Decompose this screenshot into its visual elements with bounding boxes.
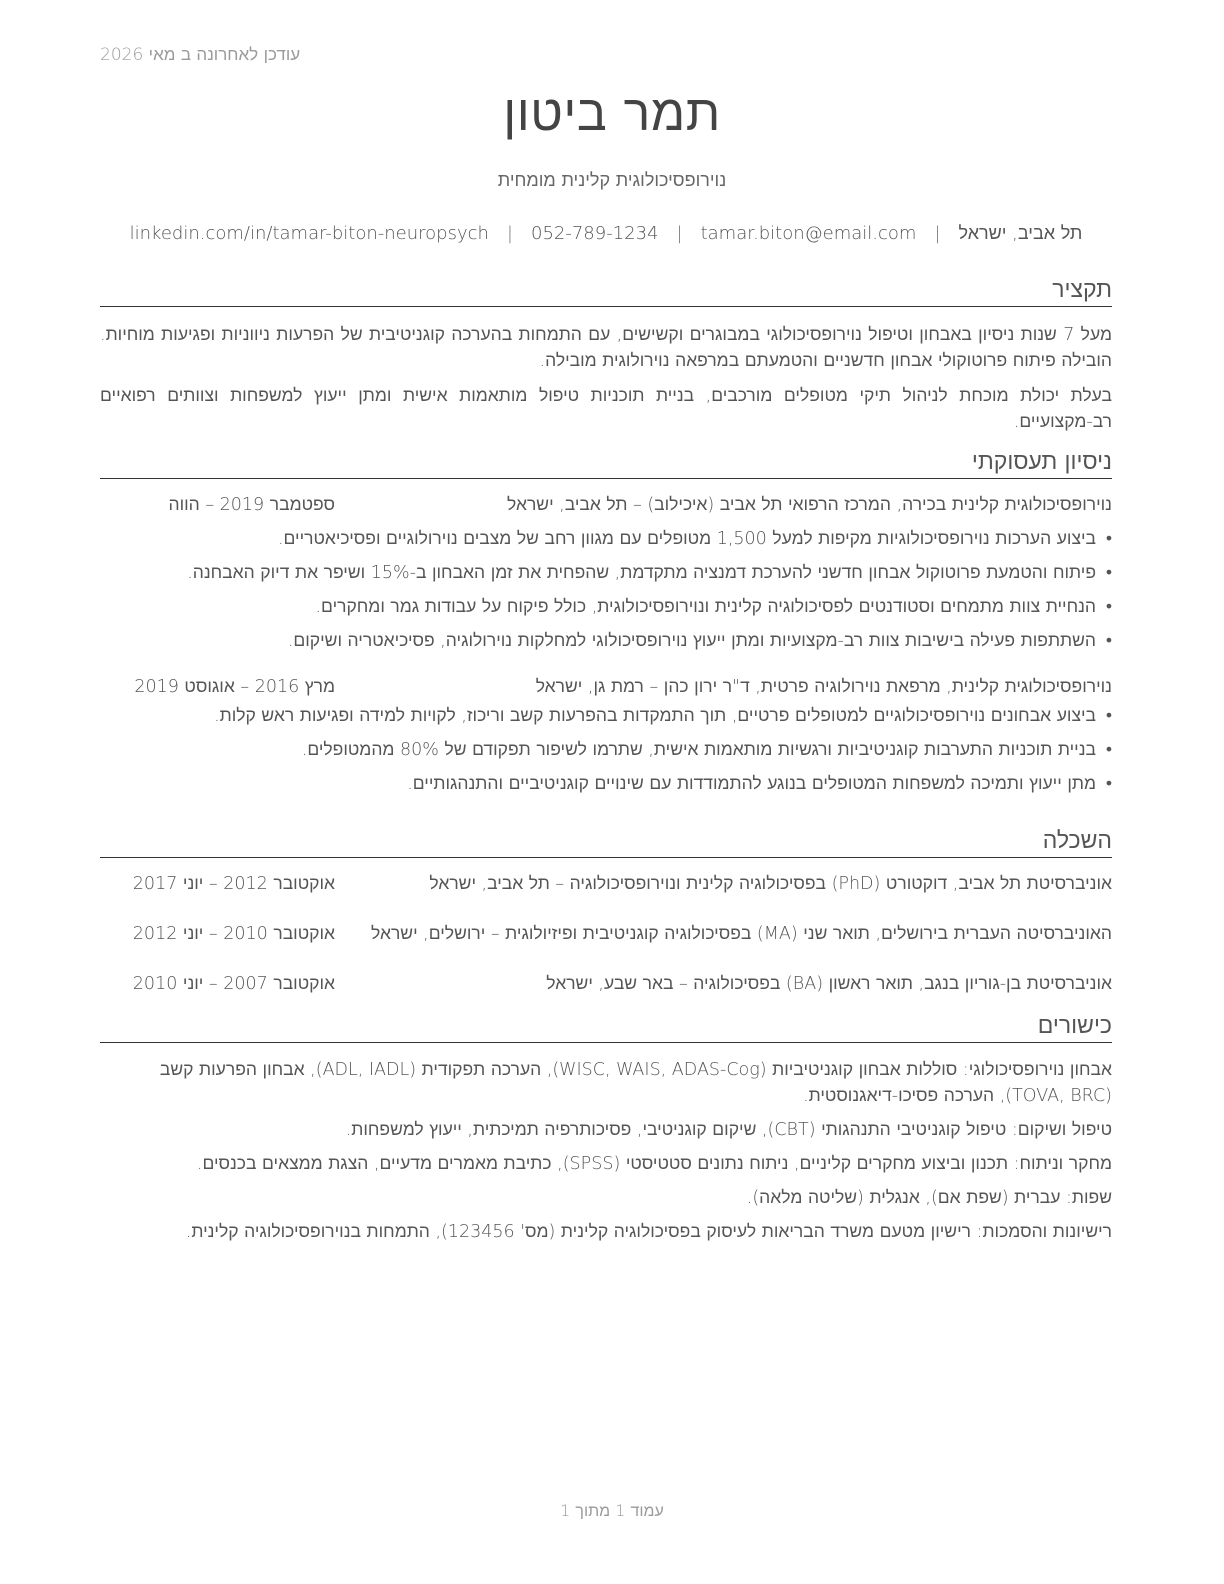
education-degree: אוניברסיטת בן-גוריון בנגב, תואר ראשון (BA) בפסיכולוגיה – באר שבע, ישראל xyxy=(546,974,1112,994)
bullet-icon: • xyxy=(1105,740,1112,760)
job-dates: מרץ 2016 – אוגוסט 2019 xyxy=(134,677,335,697)
summary-section xyxy=(100,276,1112,435)
candidate-title: נוירופסיכולוגית קלינית מומחית xyxy=(497,170,727,191)
job-bullet-text: ביצוע אבחונים נוירופסיכולוגיים למטופלים פרטיים, תוך התמקדות בהפרעות קשב וריכוז, לקויות למידה ופגיעות ראש קלות. xyxy=(214,706,1096,726)
skill-item: אבחון נוירופסיכולוגי: סוללות אבחון קוגניטיביות (WISC, WAIS, ADAS-Cog), הערכה תפקודית (ADL, IADL), אבחון הפרעות קשב (TOVA, BRC), הערכה פסיכו-דיאגנוסטית. xyxy=(159,1060,1112,1106)
job-header xyxy=(100,493,1112,517)
education-heading: השכלה xyxy=(100,827,1112,858)
skill-item: טיפול ושיקום: טיפול קוגניטיבי התנהגותי (CBT), שיקום קוגניטיבי, פסיכותרפיה תמיכתית, ייעוץ למשפחות. xyxy=(345,1120,1112,1140)
job-bullet xyxy=(100,704,1112,728)
skill-item: שפות: עברית (שפת אם), אנגלית (שליטה מלאה). xyxy=(746,1188,1112,1208)
contact-separator: | xyxy=(934,223,941,244)
contact-linkedin[interactable]: linkedin.com/in/tamar-biton-neuropsych xyxy=(129,223,489,244)
job-bullet-text: ביצוע הערכות נוירופסיכולוגיות מקיפות למעל 1,500 מטופלים עם מגוון רחב של מצבים נוירולוגיים ופסיכיאטריים. xyxy=(277,529,1096,549)
job-dates: ספטמבר 2019 – הווה xyxy=(168,495,335,515)
education-degree: האוניברסיטה העברית בירושלים, תואר שני (MA) בפסיכולוגיה קוגניטיבית ופיזיולוגית – ירושלים, ישראל xyxy=(371,924,1112,944)
education-dates: אוקטובר 2010 – יוני 2012 xyxy=(132,924,335,944)
education-item xyxy=(100,922,1112,946)
contact-phone[interactable]: 052-789-1234 xyxy=(531,223,659,244)
experience-section xyxy=(100,448,1112,796)
job-header xyxy=(100,675,1112,699)
education-section xyxy=(100,827,1112,996)
job-bullet-text: השתתפות פעילה בישיבות צוות רב-מקצועיות ומתן ייעוץ נוירופסיכולוגי למחלקות נוירולוגיה, פסיכיאטריה ושיקום. xyxy=(287,631,1096,651)
education-dates: אוקטובר 2012 – יוני 2017 xyxy=(132,874,335,894)
job-bullets xyxy=(100,704,1112,796)
bullet-icon: • xyxy=(1105,597,1112,617)
job-title: נוירופסיכולוגית קלינית בכירה, המרכז הרפואי תל אביב (איכילוב) – תל אביב, ישראל xyxy=(507,495,1112,515)
job-title: נוירופסיכולוגית קלינית, מרפאת נוירולוגיה פרטית, ד"ר ירון כהן – רמת גן, ישראל xyxy=(535,677,1112,697)
summary-paragraph: בעלת יכולת מוכחת לניהול תיקי מטופלים מורכבים, בניית תוכניות טיפול מותאמות אישית ומתן ייעוץ למשפחות וצוותים רפואיים רב-מקצועיים. xyxy=(100,386,1112,432)
job-bullet xyxy=(100,772,1112,796)
education-item xyxy=(100,872,1112,896)
skill-item: מחקר וניתוח: תכנון וביצוע מחקרים קליניים, ניתוח נתונים סטטיסטי (SPSS), כתיבת מאמרים מדעיים, הצגת ממצאים בכנסים. xyxy=(196,1154,1112,1174)
skills-section xyxy=(100,1012,1112,1245)
job-bullet xyxy=(100,527,1112,551)
summary-paragraph: מעל 7 שנות ניסיון באבחון וטיפול נוירופסיכולוגי במבוגרים וקשישים, עם התמחות בהערכה קוגניטיבית של הפרעות ניווניות ופגיעות מוחיות. הובילה פיתוח פרוטוקולי אבחון חדשניים והטמעתם במרפאה נוירולוגית מובילה. xyxy=(100,325,1112,371)
bullet-icon: • xyxy=(1105,529,1112,549)
contact-separator: | xyxy=(676,223,683,244)
last-updated-note: עודכן לאחרונה ב מאי 2026 xyxy=(100,45,301,65)
job-entry xyxy=(100,493,1112,653)
job-entry xyxy=(100,675,1112,796)
bullet-icon: • xyxy=(1105,563,1112,583)
education-degree: אוניברסיטת תל אביב, דוקטורט (PhD) בפסיכולוגיה קלינית ונוירופסיכולוגיה – תל אביב, ישראל xyxy=(429,874,1112,894)
contact-line xyxy=(100,223,1112,244)
job-bullet-text: בניית תוכניות התערבות קוגניטיביות ורגשיות מותאמות אישית, שתרמו לשיפור תפקודם של 80% מהמטופלים. xyxy=(301,740,1096,760)
job-bullet-text: פיתוח והטמעת פרוטוקול אבחון חדשני להערכת דמנציה מתקדמת, שהפחית את זמן האבחון ב-15% ושיפר את דיוק האבחנה. xyxy=(187,563,1096,583)
summary-heading: תקציר xyxy=(100,276,1112,307)
job-bullet xyxy=(100,629,1112,653)
page-number: עמוד 1 מתוך 1 xyxy=(560,1501,664,1520)
candidate-name: תמר ביטון xyxy=(503,84,721,142)
job-bullet xyxy=(100,738,1112,762)
education-item xyxy=(100,972,1112,996)
experience-heading: ניסיון תעסוקתי xyxy=(100,448,1112,479)
contact-separator: | xyxy=(506,223,513,244)
job-bullet-text: מתן ייעוץ ותמיכה למשפחות המטופלים בנוגע להתמודדות עם שינויים קוגניטיביים והתנהגותיים. xyxy=(407,774,1096,794)
job-bullet xyxy=(100,595,1112,619)
contact-email[interactable]: tamar.biton@email.com xyxy=(700,223,917,244)
job-bullet xyxy=(100,561,1112,585)
bullet-icon: • xyxy=(1105,631,1112,651)
contact-location: תל אביב, ישראל xyxy=(958,223,1083,244)
skills-heading: כישורים xyxy=(100,1012,1112,1043)
bullet-icon: • xyxy=(1105,774,1112,794)
education-dates: אוקטובר 2007 – יוני 2010 xyxy=(132,974,335,994)
skill-item: רישיונות והסמכות: רישיון מטעם משרד הבריאות לעיסוק בפסיכולוגיה קלינית (מס' 123456), התמחות בנוירופסיכולוגיה קלינית. xyxy=(185,1222,1112,1242)
bullet-icon: • xyxy=(1105,706,1112,726)
job-bullet-text: הנחיית צוות מתמחים וסטודנטים לפסיכולוגיה קלינית ונוירופסיכולוגית, כולל פיקוח על עבודות גמר ומחקרים. xyxy=(315,597,1096,617)
job-bullets xyxy=(100,527,1112,653)
